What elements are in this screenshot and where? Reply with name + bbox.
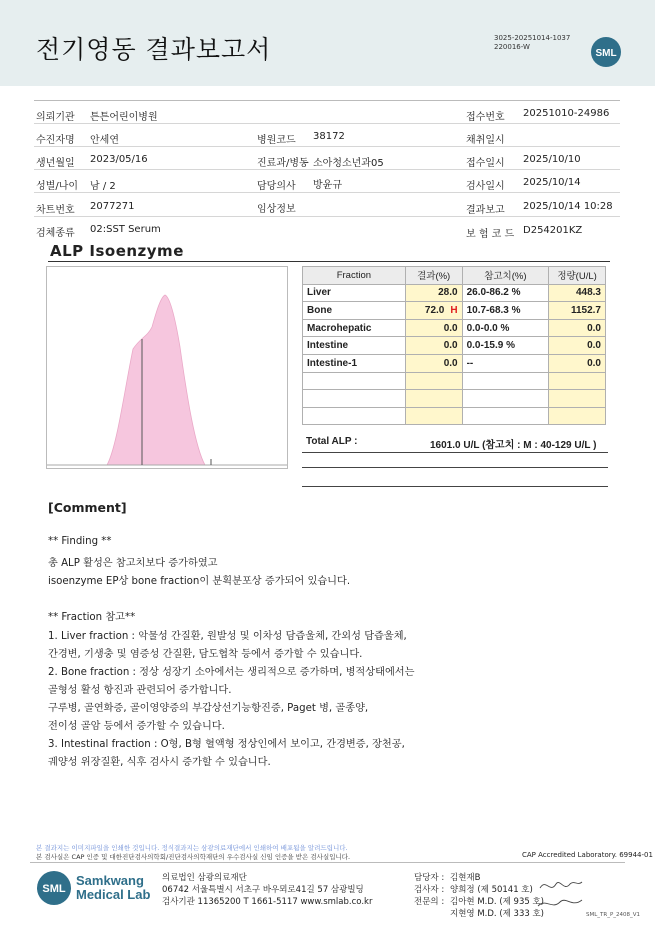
- fraction-result: 28.0: [438, 287, 458, 299]
- fraction-name: Liver: [303, 284, 406, 302]
- fraction-result: 0.0: [443, 340, 458, 352]
- clinical-label: 임상정보: [257, 204, 296, 215]
- info-row-line: [34, 123, 620, 124]
- table-row: [303, 302, 606, 320]
- hospital-code-value: 38172: [313, 131, 345, 142]
- header-result: 결과(%): [405, 267, 462, 285]
- fraction-result-cell: [405, 284, 462, 302]
- receipt-date-label: 접수일시: [466, 158, 505, 169]
- section-underline: [48, 261, 610, 262]
- test-date-label: 검사일시: [466, 181, 505, 192]
- comment-line: ** Fraction 참고**: [48, 612, 136, 623]
- comment-heading: [Comment]: [48, 500, 127, 515]
- table-row: [303, 354, 606, 372]
- fraction-ref: 26.0-86.2 %: [462, 284, 549, 302]
- high-flag: H: [450, 304, 458, 316]
- info-row-line: [34, 216, 620, 217]
- cap-accreditation: CAP Accredited Laboratory. 69944-01: [522, 851, 653, 859]
- electrophoresis-peak: [47, 295, 287, 465]
- fraction-qty: 448.3: [549, 284, 606, 302]
- footer-note-image: 본 결과지는 이미지파일을 인쇄한 것입니다. 정식결과지는 삼광의료재단에서 인쇄하여 배포됨을 알려드립니다.: [36, 844, 348, 852]
- report-value: 2025/10/14 10:28: [523, 201, 613, 212]
- receipt-no-value: 20251010-24986: [523, 108, 610, 119]
- form-code: SML_TR_P_2408_V1: [586, 912, 641, 918]
- section-title: ALP Isoenzyme: [50, 242, 184, 260]
- staff-label: 담당자 :: [414, 873, 445, 883]
- fraction-result: 0.0: [443, 357, 458, 369]
- page-title: 전기영동 결과보고서: [36, 35, 272, 64]
- specialist-label: 전문의 :: [414, 897, 445, 907]
- fraction-qty: 0.0: [549, 337, 606, 355]
- comment-line: 궤양성 위장질환, 식후 검사시 증가할 수 있습니다.: [48, 757, 271, 768]
- receipt-no-label: 접수번호: [466, 112, 505, 123]
- total-alp-label: Total ALP :: [306, 436, 358, 447]
- dept-label: 진료과/병동: [257, 158, 309, 169]
- tester-value: 양희정 (제 50141 호): [450, 885, 533, 895]
- total-line-2: [302, 467, 608, 468]
- sml-logo-icon: [590, 36, 622, 68]
- birth-label: 생년월일: [36, 158, 75, 169]
- comment-line: 구루병, 골연화증, 골이영양증의 부갑상선기능항진증, Paget 병, 골종양,: [48, 703, 369, 714]
- table-row: [303, 337, 606, 355]
- comment-line: 3. Intestinal fraction : O형, B형 혈액형 정상인에서 보이고, 간경변증, 장천공,: [48, 739, 405, 750]
- fraction-name: Intestine-1: [303, 354, 406, 372]
- info-row-line: [34, 146, 620, 147]
- hospital-code-label: 병원코드: [257, 135, 296, 146]
- institution-value: 튼튼어린이병원: [90, 112, 158, 123]
- brand-line1: Samkwang: [76, 873, 144, 888]
- fraction-result-cell: [405, 319, 462, 337]
- electrophoresis-curve: [47, 267, 287, 468]
- birth-value: 2023/05/16: [90, 154, 148, 165]
- samkwang-logo-text: SML: [42, 883, 66, 895]
- staff-value: 김현재B: [450, 873, 481, 883]
- institution-label: 의뢰기관: [36, 112, 75, 123]
- comment-line: 1. Liver fraction : 악물성 간질환, 원발성 및 이차성 담즙울체, 간외성 담즙울체,: [48, 631, 407, 642]
- comment-line: ** Finding **: [48, 536, 112, 547]
- chart-label: 차트번호: [36, 205, 75, 216]
- info-row-line: [34, 192, 620, 193]
- fraction-result: 72.0: [424, 304, 445, 316]
- receipt-date-value: 2025/10/10: [523, 154, 581, 165]
- fraction-name: Intestine: [303, 337, 406, 355]
- specialist-2: 지현영 M.D. (제 333 호): [450, 909, 545, 919]
- sex-age-label: 성별/나이: [36, 181, 79, 192]
- table-row: [303, 319, 606, 337]
- org-name: 의료법인 삼광의료재단: [162, 873, 247, 883]
- info-row-line: [34, 169, 620, 170]
- samkwang-brand: [76, 874, 150, 902]
- fraction-table: [302, 266, 606, 425]
- comment-line: 간경변, 기생충 및 염증성 간질환, 담도협착 등에서 증가할 수 있습니다.: [48, 649, 363, 660]
- fraction-ref: 0.0-15.9 %: [462, 337, 549, 355]
- insurance-label: 보 험 코 드: [466, 229, 515, 240]
- table-row-empty: [303, 372, 606, 390]
- total-line-3: [302, 486, 608, 487]
- document-id-line2: 220016-W: [494, 43, 530, 51]
- tester-label: 검사자 :: [414, 885, 445, 895]
- patient-label: 수진자명: [36, 135, 75, 146]
- doctor-label: 담당의사: [257, 181, 296, 192]
- comment-line: 총 ALP 활성은 참고치보다 증가하였고: [48, 558, 218, 569]
- org-address: 06742 서울특별시 서초구 바우뫼로41길 57 삼광빌딩: [162, 885, 364, 895]
- fraction-result-cell: [405, 337, 462, 355]
- header-fraction: Fraction: [303, 267, 406, 285]
- fraction-result-cell: [405, 354, 462, 372]
- test-date-value: 2025/10/14: [523, 177, 581, 188]
- comment-line: 2. Bone fraction : 정상 성장기 소아에서는 생리적으로 증가하며, 병적상태에서는: [48, 667, 415, 678]
- document-id-line1: 3025-20251014-1037: [494, 34, 571, 42]
- document-id: [494, 34, 570, 52]
- samkwang-logo-icon: [36, 870, 72, 906]
- dept-value: 소아청소년과05: [313, 158, 384, 169]
- footer-divider: [30, 862, 625, 863]
- fraction-result-cell: [405, 302, 462, 320]
- header-quantity: 정량(U/L): [549, 267, 606, 285]
- sml-logo-text: SML: [595, 48, 617, 59]
- specimen-label: 검체종류: [36, 228, 75, 239]
- brand-line2: Medical Lab: [76, 887, 151, 902]
- header-reference: 참고치(%): [462, 267, 549, 285]
- comment-line: 골형성 활성 항진과 관련되어 증가합니다.: [48, 685, 232, 696]
- fraction-ref: 0.0-0.0 %: [462, 319, 549, 337]
- fraction-qty: 0.0: [549, 354, 606, 372]
- report-label: 결과보고: [466, 205, 505, 216]
- fraction-ref: 10.7-68.3 %: [462, 302, 549, 320]
- insurance-value: D254201KZ: [523, 225, 583, 236]
- footer-note-cap: 본 검사실은 CAP 인증 및 대한진단검사의학회/진단검사의학재단의 우수검사실 신임 인증을 받은 검사실입니다.: [36, 853, 351, 861]
- org-contact: 검사기관 11365200 T 1661-5117 www.smlab.co.kr: [162, 897, 373, 907]
- sex-age-value: 남 / 2: [90, 181, 116, 192]
- doctor-value: 방윤규: [313, 180, 342, 191]
- fraction-qty: 0.0: [549, 319, 606, 337]
- fraction-name: Macrohepatic: [303, 319, 406, 337]
- fraction-result: 0.0: [443, 322, 458, 334]
- total-line-1: [302, 452, 608, 453]
- specialist-1: 김아현 M.D. (제 935 호): [450, 897, 545, 907]
- signature-icon: [536, 876, 586, 914]
- collection-label: 채취일시: [466, 135, 505, 146]
- chart-value: 2077271: [90, 201, 135, 212]
- table-row: [303, 284, 606, 302]
- fraction-qty: 1152.7: [549, 302, 606, 320]
- fraction-name: Bone: [303, 302, 406, 320]
- electrophoresis-graph: [46, 266, 288, 469]
- fraction-ref: --: [462, 354, 549, 372]
- specimen-value: 02:SST Serum: [90, 224, 161, 235]
- comment-line: isoenzyme EP상 bone fraction이 분획분포상 증가되어 있습니다.: [48, 576, 351, 587]
- table-row-empty: [303, 407, 606, 425]
- patient-value: 안세연: [90, 135, 119, 146]
- total-alp-value: 1601.0 U/L (참고치 : M : 40-129 U/L ): [430, 440, 597, 451]
- info-top-line: [34, 100, 620, 101]
- comment-line: 전이성 골암 등에서 증가할 수 있습니다.: [48, 721, 225, 732]
- table-row-empty: [303, 390, 606, 408]
